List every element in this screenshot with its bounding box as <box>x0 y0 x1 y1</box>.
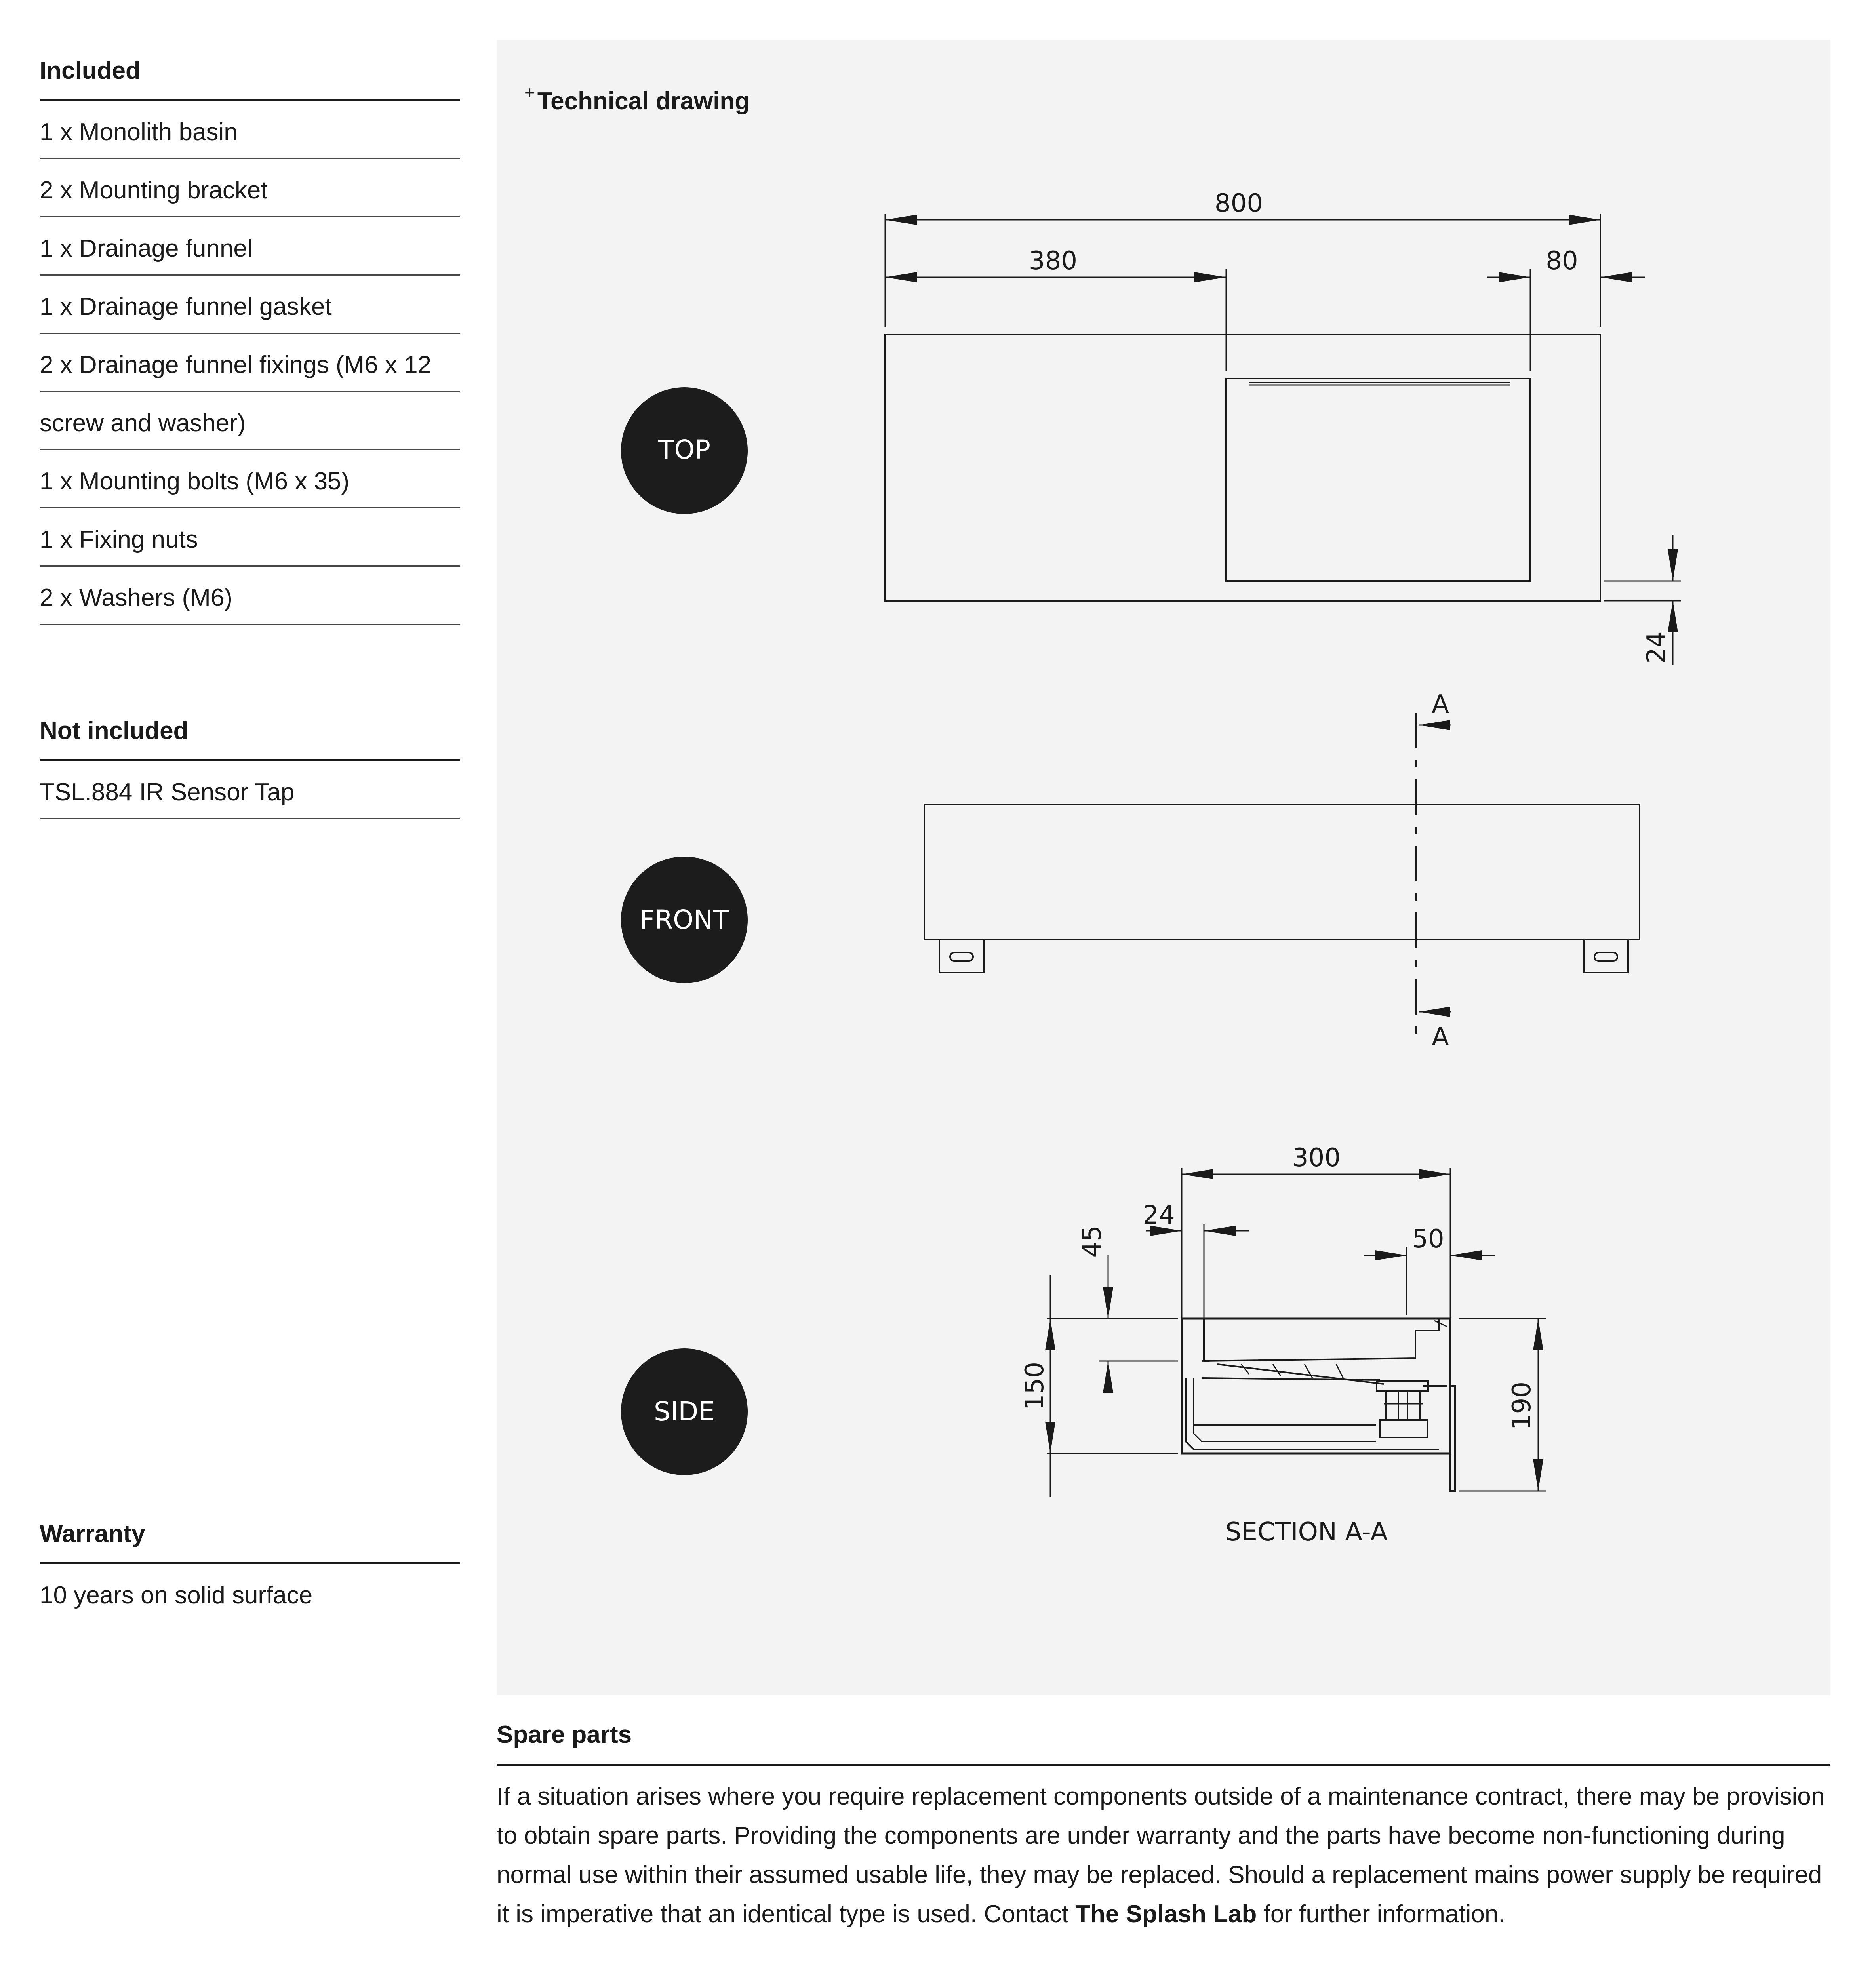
spare-parts-text-before: If a situation arises where you require replacement components outside of a maintenance contract, there may be provision to obtain spare parts. Providing the components are under warranty and the parts have become non-functioning during normal use within their assumed usable life, they may be replaced. Should a replacement mains power supply be required it is imperative that an identical type is used. Contact <box>497 1783 1825 1928</box>
spare-parts-title: Spare parts <box>497 1723 1830 1766</box>
list-item: 2 x Drainage funnel fixings (M6 x 12 <box>40 334 460 392</box>
spare-parts-section <box>497 1723 1830 1934</box>
dimension-label: 24 <box>1642 631 1671 664</box>
section-marker-bottom: A <box>1432 1022 1449 1052</box>
list-item: 1 x Fixing nuts <box>40 508 460 567</box>
technical-drawing-title: Technical drawing <box>537 88 750 115</box>
list-item: 1 x Drainage funnel <box>40 217 460 276</box>
list-item: TSL.884 IR Sensor Tap <box>40 761 460 819</box>
list-item: 1 x Monolith basin <box>40 101 460 159</box>
list-item: screw and washer) <box>40 392 460 450</box>
brand-name: The Splash Lab <box>1075 1900 1257 1928</box>
spare-parts-text-after: for further information. <box>1257 1900 1505 1928</box>
list-item: 2 x Washers (M6) <box>40 567 460 625</box>
technical-drawing-panel <box>497 40 1830 1695</box>
included-list <box>40 101 460 625</box>
dimension-label: 80 <box>1546 246 1578 276</box>
warranty-text: 10 years on solid surface <box>40 1582 313 1609</box>
front-view-badge <box>621 857 748 983</box>
dimension-label: 24 <box>1143 1201 1175 1230</box>
included-title: Included <box>40 59 460 101</box>
front-view-label: FRONT <box>640 904 729 935</box>
list-item: 1 x Drainage funnel gasket <box>40 276 460 334</box>
side-view-label: SIDE <box>654 1396 715 1427</box>
side-view-badge <box>621 1348 748 1475</box>
front-view-drawing <box>924 690 1640 1052</box>
dimension-label: 45 <box>1078 1225 1107 1258</box>
dimension-label: 150 <box>1020 1361 1049 1411</box>
dimension-label: 190 <box>1507 1381 1537 1430</box>
list-item: 1 x Mounting bolts (M6 x 35) <box>40 450 460 508</box>
technical-drawing <box>497 40 1830 1695</box>
warranty-section <box>40 1522 460 1608</box>
top-view-badge <box>621 387 748 514</box>
list-item: 2 x Mounting bracket <box>40 159 460 217</box>
section-label: SECTION A-A <box>1225 1517 1388 1547</box>
not-included-title: Not included <box>40 719 460 761</box>
warranty-title: Warranty <box>40 1522 460 1564</box>
dimension-label: 300 <box>1292 1143 1341 1173</box>
included-section <box>40 59 460 625</box>
not-included-section <box>40 719 460 819</box>
side-section-drawing <box>1020 1143 1546 1547</box>
dimension-label: 800 <box>1214 189 1263 218</box>
plus-icon: + <box>524 82 535 103</box>
top-view-drawing <box>885 189 1681 665</box>
dimension-label: 380 <box>1028 246 1078 276</box>
section-marker-top: A <box>1432 690 1449 719</box>
dimension-label: 50 <box>1412 1224 1444 1254</box>
spare-parts-text <box>497 1766 1830 1934</box>
not-included-list <box>40 761 460 819</box>
top-view-label: TOP <box>658 434 711 465</box>
